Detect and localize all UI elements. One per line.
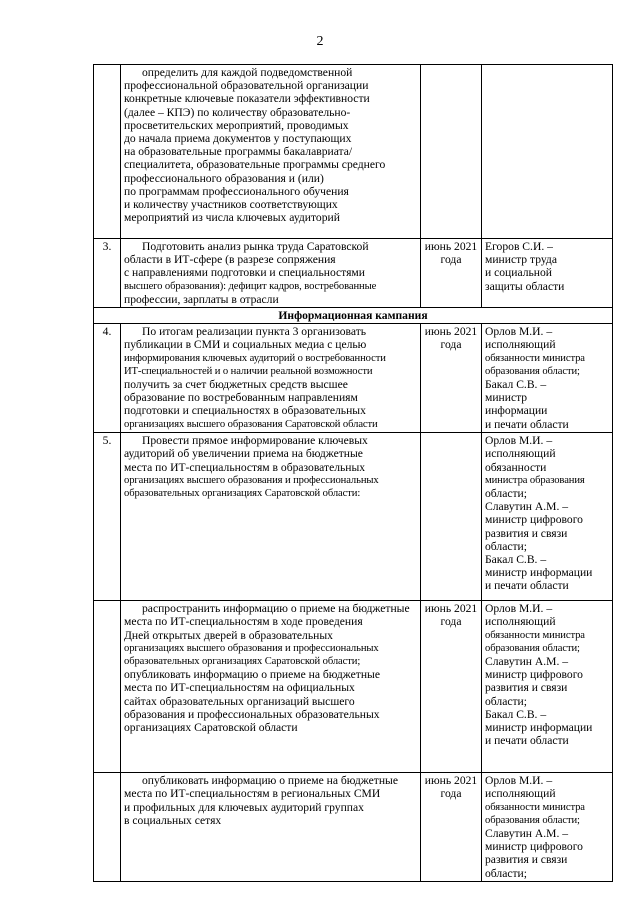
task-line: с направлениями подготовки и специальностями — [124, 266, 365, 280]
task-line: мероприятий из числа ключевых аудиторий — [124, 211, 340, 225]
task-line: в социальных сетях — [124, 813, 222, 827]
responsible-line: Бакал С.В. – — [485, 553, 547, 567]
responsible-line: и печати области — [485, 417, 569, 431]
responsible-line: образования области; — [485, 365, 580, 377]
task-line: (далее – КПЭ) по количеству образовательно- — [124, 105, 351, 119]
task-description — [121, 433, 421, 601]
task-line: места по ИТ-специальностям в ходе проведения — [124, 615, 363, 629]
table-row — [94, 239, 613, 308]
task-line: на образовательные программы бакалавриата/ — [124, 145, 353, 159]
task-line: организациях высшего образования Саратовской области — [124, 418, 378, 430]
responsible-line: обязанности — [485, 460, 547, 474]
task-line: и количеству участников соответствующих — [124, 198, 338, 212]
task-line: по программам профессионального обучения — [124, 184, 349, 198]
row-number — [94, 601, 121, 773]
task-line: ИТ-специальностей и о наличии реальной возможности — [124, 365, 373, 377]
row-number: 3. — [94, 239, 121, 308]
task-line: образовательных организациях Саратовской области: — [124, 488, 361, 500]
task-line: организациях высшего образования и профессиональных — [124, 474, 379, 486]
task-description — [121, 601, 421, 773]
section-row — [94, 308, 613, 324]
responsible-officials — [482, 433, 613, 601]
responsible-line: и печати области — [485, 734, 569, 748]
task-line: публикации в СМИ и социальных медиа с целью — [124, 338, 367, 352]
task-line: и профильных для ключевых аудиторий группах — [124, 800, 364, 814]
task-line: образование по востребованным направлениям — [124, 391, 358, 405]
responsible-line: исполняющий — [485, 447, 556, 461]
task-description — [121, 239, 421, 308]
responsible-line: образования области; — [485, 642, 580, 654]
deadline: июнь 2021 года — [421, 239, 482, 308]
row-number: 5. — [94, 433, 121, 601]
responsible-line: министр труда — [485, 253, 557, 267]
table-row — [94, 65, 613, 239]
responsible-line: министр информации — [485, 566, 593, 580]
task-line: до начала приема документов у поступающих — [124, 132, 352, 146]
responsible-line: области; — [485, 539, 527, 553]
responsible-line: министр — [485, 391, 528, 405]
responsible-line: Славутин А.М. – — [485, 500, 569, 514]
responsible-line: Егоров С.И. – — [485, 240, 553, 253]
task-line: профессионального образования и (или) — [124, 171, 324, 185]
task-line: специалитета, образовательные программы среднего — [124, 158, 386, 172]
task-line: образовательных организациях Саратовской области; — [124, 656, 361, 668]
task-line: конкретные ключевые показатели эффективности — [124, 92, 370, 106]
responsible-line: Бакал С.В. – — [485, 707, 547, 721]
responsible-line: обязанности министра — [485, 801, 585, 813]
task-line: распространить информацию о приеме на бюджетные — [142, 602, 410, 616]
responsible-line: Славутин А.М. – — [485, 827, 569, 841]
task-line: высшего образования): дефицит кадров, востребованные — [124, 280, 377, 292]
responsible-line: и социальной — [485, 266, 552, 280]
table-row — [94, 433, 613, 601]
responsible-line: развития и связи — [485, 681, 568, 695]
task-line: информирования ключевых аудиторий о востребованности — [124, 352, 386, 364]
task-line: просветительских мероприятий, проводимых — [124, 118, 349, 132]
responsible-line: защиты области — [485, 279, 565, 293]
responsible-line: министр цифрового — [485, 840, 583, 854]
responsible-officials — [482, 773, 613, 882]
responsible-line: образования области; — [485, 814, 580, 826]
responsible-line: Орлов М.И. – — [485, 434, 553, 448]
task-description — [121, 324, 421, 433]
page-number: 2 — [316, 34, 324, 49]
responsible-line: области; — [485, 866, 527, 880]
task-line: подготовки и специальностях в образовательных — [124, 404, 366, 418]
deadline — [421, 433, 482, 601]
responsible-line: области; — [485, 694, 527, 708]
deadline — [421, 65, 482, 239]
responsible-line: обязанности министра — [485, 629, 585, 641]
responsible-line: министр информации — [485, 721, 593, 735]
section-title: Информационная кампания — [94, 308, 613, 324]
deadline: июнь 2021 года — [421, 324, 482, 433]
row-number — [94, 65, 121, 239]
responsible-line: исполняющий — [485, 615, 556, 629]
responsible-line: обязанности министра — [485, 352, 585, 364]
responsible-line: исполняющий — [485, 787, 556, 801]
task-description — [121, 773, 421, 882]
responsible-line: информации — [485, 404, 548, 418]
row-number — [94, 773, 121, 882]
table-row — [94, 324, 613, 433]
responsible-line: области; — [485, 487, 527, 501]
responsible-line: Орлов М.И. – — [485, 325, 553, 339]
task-line: организациях Саратовской области — [124, 721, 298, 735]
task-line: места по ИТ-специальностям в образовательных — [124, 460, 366, 474]
responsible-line: и печати области — [485, 579, 569, 593]
responsible-line: развития и связи — [485, 526, 568, 540]
task-line: Провести прямое информирование ключевых — [142, 434, 368, 448]
task-line: профессии, зарплаты в отрасли — [124, 292, 279, 306]
responsible-line: министр цифрового — [485, 513, 583, 527]
task-line: определить для каждой подведомственной — [142, 66, 353, 79]
task-line: Дней открытых дверей в образовательных — [124, 628, 333, 642]
responsible-line: министра образования — [485, 474, 585, 486]
action-plan-table — [93, 64, 613, 882]
deadline: июнь 2021 года — [421, 773, 482, 882]
task-line: По итогам реализации пункта 3 организовать — [142, 325, 367, 339]
responsible-line: исполняющий — [485, 338, 556, 352]
task-line: аудиторий об увеличении приема на бюджетные — [124, 447, 363, 461]
task-line: опубликовать информацию о приеме на бюджетные — [124, 668, 380, 682]
responsible-line: министр цифрового — [485, 668, 583, 682]
table-row — [94, 601, 613, 773]
task-line: сайтах образовательных организаций высшего — [124, 694, 355, 708]
responsible-officials — [482, 324, 613, 433]
task-line: профессиональной образовательной организации — [124, 79, 369, 93]
deadline: июнь 2021 года — [421, 601, 482, 773]
responsible-line: Орлов М.И. – — [485, 774, 553, 788]
task-description — [121, 65, 421, 239]
responsible-officials — [482, 239, 613, 308]
responsible-officials — [482, 65, 613, 239]
responsible-line: Бакал С.В. – — [485, 378, 547, 392]
responsible-line: развития и связи — [485, 853, 568, 867]
task-line: организациях высшего образования и профессиональных — [124, 642, 379, 654]
responsible-line: Славутин А.М. – — [485, 655, 569, 669]
task-line: опубликовать информацию о приеме на бюджетные — [142, 774, 398, 788]
task-line: области в ИТ-сфере (в разрезе сопряжения — [124, 253, 336, 267]
row-number: 4. — [94, 324, 121, 433]
task-line: получить за счет бюджетных средств высшее — [124, 378, 348, 392]
table-row — [94, 773, 613, 882]
responsible-officials — [482, 601, 613, 773]
task-line: Подготовить анализ рынка труда Саратовской — [142, 240, 369, 253]
task-line: места по ИТ-специальностям в региональных СМИ — [124, 787, 381, 801]
task-line: образования и профессиональных образовательных — [124, 707, 380, 721]
task-line: места по ИТ-специальностям на официальных — [124, 681, 355, 695]
responsible-line: Орлов М.И. – — [485, 602, 553, 616]
